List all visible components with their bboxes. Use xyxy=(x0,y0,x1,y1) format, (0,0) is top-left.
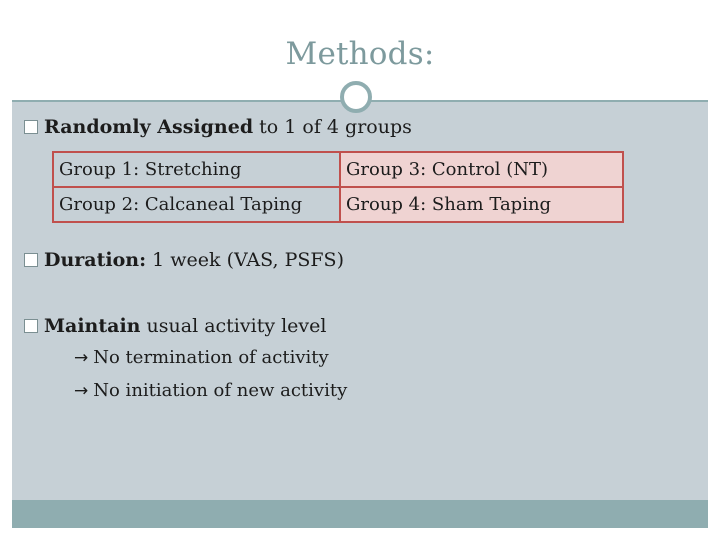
table-cell: Group 3: Control (NT) xyxy=(340,152,623,187)
checkbox-square-icon xyxy=(24,319,38,333)
sub-item-text: No termination of activity xyxy=(93,347,329,368)
bullet-text: to 1 of 4 groups xyxy=(253,116,412,138)
bullet-duration xyxy=(24,248,344,272)
groups-table xyxy=(52,151,624,223)
bullet-bold-text: Duration: xyxy=(44,249,147,271)
arrow-right-icon: → xyxy=(74,381,89,401)
bullet-maintain xyxy=(24,314,326,338)
divider-ring-icon xyxy=(340,81,372,113)
bullet-text: usual activity level xyxy=(140,315,327,337)
table-cell: Group 4: Sham Taping xyxy=(340,187,623,222)
bullet-bold-text: Randomly Assigned xyxy=(44,116,254,138)
footer-bar xyxy=(12,500,708,528)
sub-item-text: No initiation of new activity xyxy=(93,380,348,401)
arrow-right-icon: → xyxy=(74,348,89,368)
sub-item xyxy=(74,380,347,402)
table-row xyxy=(53,152,623,187)
bullet-text: 1 week (VAS, PSFS) xyxy=(146,249,344,271)
bullet-randomly-assigned xyxy=(24,115,412,139)
sub-item xyxy=(74,347,329,369)
checkbox-square-icon xyxy=(24,253,38,267)
slide-title: Methods: xyxy=(285,36,435,72)
table-cell: Group 2: Calcaneal Taping xyxy=(53,187,340,222)
table-row xyxy=(53,187,623,222)
table-cell: Group 1: Stretching xyxy=(53,152,340,187)
checkbox-square-icon xyxy=(24,120,38,134)
bullet-bold-text: Maintain xyxy=(44,315,141,337)
